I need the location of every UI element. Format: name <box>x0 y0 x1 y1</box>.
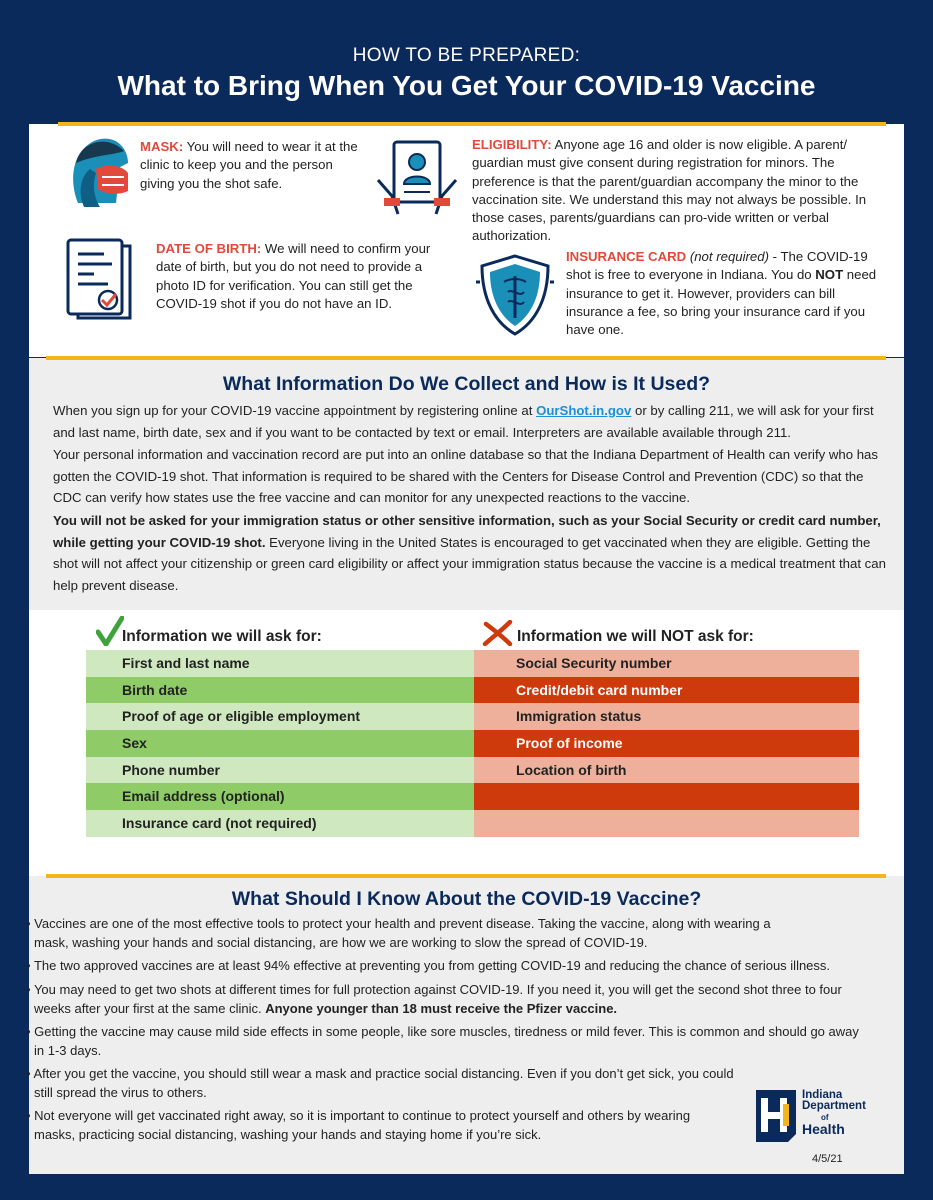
shield-caduceus-icon <box>474 252 556 338</box>
list-item: Credit/debit card number <box>474 677 859 704</box>
list-item: • Not everyone will get vaccinated right away, so it is important to continue to protect yourself and others by wearing masks, practicing social distancing, washing your hands and staying home if you’re sick. <box>26 1108 691 1143</box>
will-ask-list <box>86 650 474 837</box>
ourshot-link[interactable]: OurShot.in.gov <box>536 403 632 418</box>
indiana-state-icon <box>752 1088 800 1144</box>
information-heading: What Information Do We Collect and How is It Used? <box>222 373 711 395</box>
list-item: • The two approved vaccines are at least 94% effective at preventing you from getting COVID-19 and reducing the chance of serious illness. <box>26 958 831 974</box>
gold-divider <box>58 122 886 126</box>
logo-line-1: Indiana <box>802 1089 843 1101</box>
vaccine-facts-list <box>26 914 866 1149</box>
list-item: Proof of income <box>474 730 859 757</box>
list-item: Proof of age or eligible employment <box>86 703 474 730</box>
list-item: Phone number <box>86 757 474 784</box>
list-item: First and last name <box>86 650 474 677</box>
list-item: • After you get the vaccine, you should still wear a mask and practice social distancing. Even if you don’t get sick, you could still spread the virus to others. <box>26 1066 734 1101</box>
logo-line-2: Department <box>802 1100 866 1112</box>
publish-date: 4/5/21 <box>812 1153 843 1165</box>
info-paragraph-1: When you sign up for your COVID-19 vaccine appointment by registering online at OurShot.in.gov or by calling 211, we will ask for your first and last name, birth date, sex and if you want to be contacted by text or email. Interpreters are available available through 211. <box>53 403 874 440</box>
info-paragraph-2: Your personal information and vaccination record are put into an online database so that the Indiana Department of Health can verify who has gotten the COVID-19 shot. That information is required to be shared with the Centers for Disease Control and Prevention (CDC) so that the CDC can verify how states use the free vaccine and can monitor for any unexpected reactions to the vaccine. <box>53 447 878 505</box>
list-item: Birth date <box>86 677 474 704</box>
logo-line-4: Health <box>802 1121 845 1137</box>
document-check-icon <box>64 236 134 322</box>
mask-icon <box>66 133 132 211</box>
list-item: Sex <box>86 730 474 757</box>
list-item: • Getting the vaccine may cause mild side effects in some people, like sore muscles, tiredness or mild fever. This is common and should go away in 1-3 days. <box>26 1023 859 1058</box>
checkmark-icon <box>96 616 124 646</box>
gold-divider <box>46 356 886 360</box>
will-not-ask-list <box>474 650 859 837</box>
information-section <box>29 358 904 610</box>
will-not-ask-heading: Information we will NOT ask for: <box>517 628 754 645</box>
mask-info: MASK: You will need to wear it at the clinic to keep you and the person giving you the shot safe. <box>140 139 358 191</box>
gold-divider <box>46 874 886 878</box>
list-item: Location of birth <box>474 757 859 784</box>
insurance-info: INSURANCE CARD (not required) - The COVID-19 shot is free to everyone in Indiana. You do NOT need insurance to get it. However, providers can bill insurance a fee, so bring your insurance card if you have one. <box>566 249 877 338</box>
header-kicker: HOW TO BE PREPARED: <box>352 45 581 66</box>
x-mark-icon <box>482 620 514 646</box>
list-item: Email address (optional) <box>86 783 474 810</box>
page-header <box>0 0 933 122</box>
will-ask-heading: Information we will ask for: <box>122 628 322 645</box>
list-item: Immigration status <box>474 703 859 730</box>
vaccine-facts-heading: What Should I Know About the COVID-19 Vaccine? <box>231 888 702 910</box>
indiana-health-logo <box>752 1088 866 1148</box>
list-item: • Vaccines are one of the most effective tools to protect your health and prevent disease. Taking the vaccine, along with wearing a mask, washing your hands and social distancing, are how we are working to slow the spread of COVID-19. <box>26 916 771 950</box>
list-item: Insurance card (not required) <box>86 810 474 837</box>
info-paragraph-3: You will not be asked for your immigration status or other sensitive information, such as your Social Security or credit card number, while getting your COVID-19 shot. Everyone living in the United States is encouraged to get vaccinated when they are eligible. Getting the shot will not affect your citizenship or green card eligibility or affect your immigration status because the vaccine is a medical treatment that can help prevent disease. <box>53 513 886 593</box>
list-item <box>474 783 859 810</box>
id-card-icon <box>374 136 460 222</box>
list-item <box>474 810 859 837</box>
dob-info: DATE OF BIRTH: We will need to confirm your date of birth, but you do not need to provide a photo ID for verification. You can still get the COVID-19 shot if you do not have an ID. <box>156 241 431 311</box>
list-item: • You may need to get two shots at different times for full protection against COVID-19. If you need it, you will get the second shot three to four weeks after your first at the same clinic. Anyone younger than 18 must receive the Pfizer vaccine. <box>26 981 842 1016</box>
list-item: Social Security number <box>474 650 859 677</box>
logo-line-3: of <box>821 1113 829 1122</box>
eligibility-info: ELIGIBILITY: Anyone age 16 and older is now eligible. A parent/ guardian must give consent during registration for minors. The preference is that the parent/guardian accompany the minor to the vaccination site. We understand this may not always be possible. In those cases, parents/guardians can pro-vide written or verbal authorization. <box>472 137 867 244</box>
page-title: What to Bring When You Get Your COVID-19 Vaccine <box>117 70 816 101</box>
